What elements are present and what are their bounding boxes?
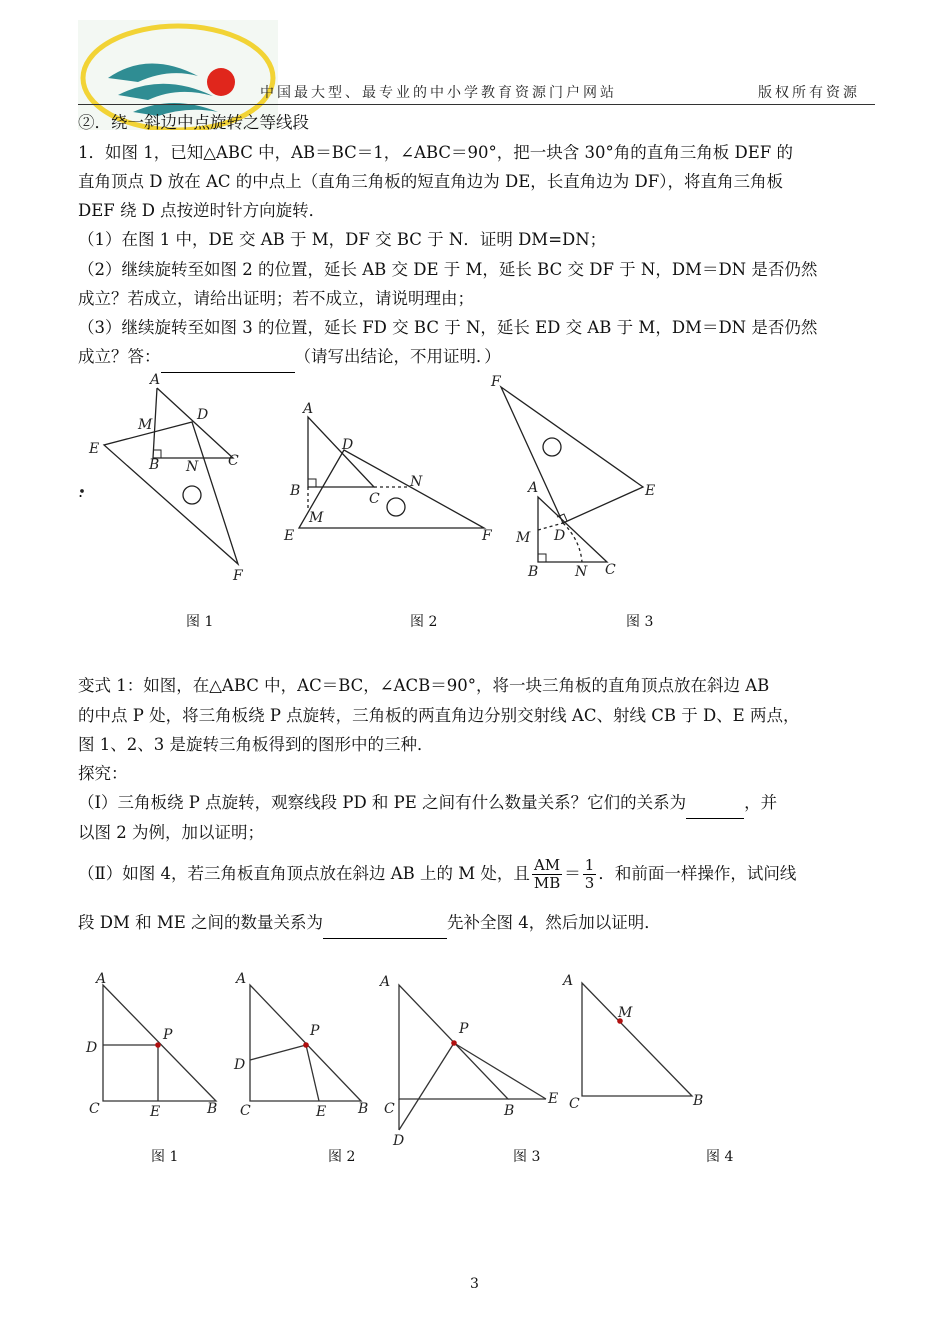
- problem-1-question-3b: [78, 342, 501, 373]
- label-c-3: C: [605, 562, 616, 578]
- part-1-blank[interactable]: [686, 788, 744, 819]
- part-1-suffix: ，并: [744, 793, 778, 812]
- label-n: N: [186, 459, 199, 475]
- part-2-text: （Ⅱ）如图 4，若三角板直角顶点放在斜边 AB 上的 M 处，且: [78, 864, 530, 883]
- v-label-p-1: P: [163, 1027, 173, 1043]
- v-label-a-1: A: [96, 971, 107, 987]
- triangle-def-fig2: [299, 450, 484, 528]
- label-b-2: B: [290, 483, 301, 499]
- caption-fig-1: 图 1: [186, 614, 214, 630]
- caption-v-fig-2: 图 2: [328, 1149, 356, 1165]
- part-2b-suffix: 先补全图 4，然后加以证明．: [447, 913, 661, 932]
- label-c: C: [228, 453, 239, 469]
- label-n-3: N: [575, 564, 588, 580]
- board-hole: [183, 486, 201, 504]
- label-e: E: [89, 441, 100, 457]
- label-f-2: F: [482, 528, 492, 544]
- v-label-b-1: B: [207, 1101, 218, 1117]
- label-a-2: A: [303, 401, 314, 417]
- v-label-b-4: B: [693, 1093, 704, 1109]
- answer-suffix: （请写出结论，不用证明．）: [294, 347, 501, 366]
- variant-1-line-3: 图 1、2、3 是旋转三角板得到的图形中的三种．: [78, 735, 434, 754]
- figure-set-1: [80, 370, 680, 590]
- problem-1-question-3a: （3）继续旋转至如图 3 的位置，延长 FD 交 BC 于 N，延长 ED 交 AB 于 M，DM＝DN 是否仍然: [78, 318, 818, 337]
- board-hole-2: [387, 498, 405, 516]
- header-copyright: 版权所有资源: [758, 85, 860, 101]
- right-angle-mark-3: [538, 554, 546, 562]
- variant-1-part-1: [78, 788, 777, 819]
- figure-2-1: [103, 985, 216, 1101]
- label-f: F: [233, 568, 243, 584]
- label-e-2: E: [284, 528, 295, 544]
- triangle-abc-fig3: [538, 497, 607, 562]
- point-p-3: [451, 1040, 457, 1046]
- right-angle-mark-2: [308, 479, 316, 487]
- board-hole-3: [543, 438, 561, 456]
- figure-1-1: [81, 388, 238, 564]
- fraction-am-mb: $\frac{AM}{MB}$: [533, 856, 561, 892]
- figure-2-4: [582, 983, 692, 1096]
- v-label-a-3: A: [380, 974, 391, 990]
- v-label-c-3: C: [384, 1101, 395, 1117]
- fraction-one-third: $\frac{1}{3}$: [584, 856, 595, 892]
- v-label-d-3: D: [393, 1133, 405, 1149]
- v-label-c-1: C: [89, 1101, 100, 1117]
- label-n-2: N: [410, 474, 423, 490]
- part-2-blank[interactable]: [323, 908, 447, 939]
- page-number: 3: [470, 1276, 479, 1292]
- v-label-c-4: C: [569, 1096, 580, 1112]
- v-label-c-2: C: [240, 1103, 251, 1119]
- problem-1-question-2b: 成立？若成立，请给出证明；若不成立，请说明理由；: [78, 289, 474, 308]
- part-1-text: （Ⅰ）三角板绕 P 点旋转，观察线段 PD 和 PE 之间有什么数量关系？它们的关系为: [78, 793, 687, 812]
- figure-1-2: [299, 417, 484, 528]
- variant-1-part-2b: [78, 908, 661, 939]
- label-d-2: D: [342, 437, 354, 453]
- variant-1-line-1: 变式 1：如图，在△ABC 中，AC＝BC，∠ACB＝90°，将一块三角板的直角顶点放在斜边 AB: [78, 676, 770, 695]
- figure-2-3: [399, 985, 546, 1130]
- label-a-3: A: [528, 480, 539, 496]
- label-m-3: M: [516, 530, 531, 546]
- answer-prefix: 成立？答：: [78, 347, 161, 366]
- v-label-b-2: B: [358, 1101, 369, 1117]
- variant-1: [78, 671, 875, 941]
- segment-pd-3: [399, 1043, 454, 1130]
- label-d-3: D: [554, 528, 566, 544]
- problem-1-line-2: 直角顶点 D 放在 AC 的中点上（直角三角板的短直角边为 DE，长直角边为 DF），将直角三角板: [78, 172, 783, 191]
- v-label-e-2: E: [316, 1104, 327, 1120]
- problem-1: [78, 108, 875, 378]
- v-label-d-2: D: [234, 1057, 246, 1073]
- point-p-2: [303, 1042, 309, 1048]
- label-e-3: E: [645, 483, 656, 499]
- label-m-2: M: [309, 510, 324, 526]
- label-d: D: [197, 407, 209, 423]
- variant-1-part-2: （Ⅱ）如图 4，若三角板直角顶点放在斜边 AB 上的 M 处，且 $\frac{AM}{MB}$ ＝ $\frac{1}{3}$ ．和前面一样操作，试问线: [78, 856, 797, 892]
- variant-1-line-2: 的中点 P 处，将三角板绕 P 点旋转，三角板的两直角边分别交射线 AC、射线 CB 于 D、E 两点，: [78, 706, 800, 725]
- figure-2-2: [250, 985, 361, 1101]
- variant-1-part-1b: 以图 2 为例，加以证明；: [78, 823, 264, 842]
- triangle-def-fig3: [501, 387, 643, 523]
- problem-1-line-1: 1．如图 1，已知△ABC 中，AB＝BC＝1，∠ABC＝90°，把一块含 30°角的直角三角板 DEF 的: [78, 143, 793, 162]
- v-label-a-4: A: [563, 973, 574, 989]
- caption-v-fig-3: 图 3: [513, 1149, 541, 1165]
- problem-1-line-3: DEF 绕 D 点按逆时针方向旋转．: [78, 201, 326, 220]
- header-divider: [78, 104, 875, 105]
- problem-1-question-2a: （2）继续旋转至如图 2 的位置，延长 AB 交 DE 于 M，延长 BC 交 DF 于 N，DM＝DN 是否仍然: [78, 260, 818, 279]
- v-label-d-1: D: [86, 1040, 98, 1056]
- label-c-2: C: [369, 491, 380, 507]
- problem-1-question-1: （1）在图 1 中，DE 交 AB 于 M，DF 交 BC 于 N．证明 DM=DN；: [78, 230, 607, 249]
- caption-fig-3: 图 3: [626, 614, 654, 630]
- label-f-3: F: [491, 374, 501, 390]
- header-site-name: 中国最大型、最专业的中小学教育资源门户网站: [260, 85, 617, 101]
- v-label-e-1: E: [150, 1104, 161, 1120]
- section-title: ②．绕一斜边中点旋转之等线段: [78, 113, 309, 132]
- caption-fig-2: 图 2: [410, 614, 438, 630]
- stray-period: .: [78, 482, 84, 501]
- triangle-abc-v4: [582, 983, 692, 1096]
- caption-v-fig-4: 图 4: [706, 1149, 734, 1165]
- triangle-abc-fig2: [308, 417, 374, 487]
- answer-blank[interactable]: [161, 342, 295, 373]
- variant-1-explore: 探究：: [78, 764, 128, 783]
- label-a: A: [150, 372, 161, 388]
- part-2-suffix: ．和前面一样操作，试问线: [598, 864, 797, 883]
- v-label-e-3: E: [548, 1091, 559, 1107]
- label-m: M: [138, 417, 153, 433]
- segment-pe-2: [306, 1045, 319, 1101]
- part-2b-text: 段 DM 和 ME 之间的数量关系为: [78, 913, 324, 932]
- caption-v-fig-1: 图 1: [151, 1149, 179, 1165]
- label-b: B: [149, 457, 160, 473]
- v-label-p-3: P: [459, 1021, 469, 1037]
- point-p-1: [155, 1042, 161, 1048]
- v-label-p-2: P: [310, 1023, 320, 1039]
- label-b-3: B: [528, 564, 539, 580]
- v-label-b-3: B: [504, 1103, 515, 1119]
- figure-set-2: [80, 965, 740, 1150]
- v-label-a-2: A: [236, 971, 247, 987]
- v-label-m-4: M: [618, 1005, 633, 1021]
- segment-dp-2: [250, 1045, 306, 1060]
